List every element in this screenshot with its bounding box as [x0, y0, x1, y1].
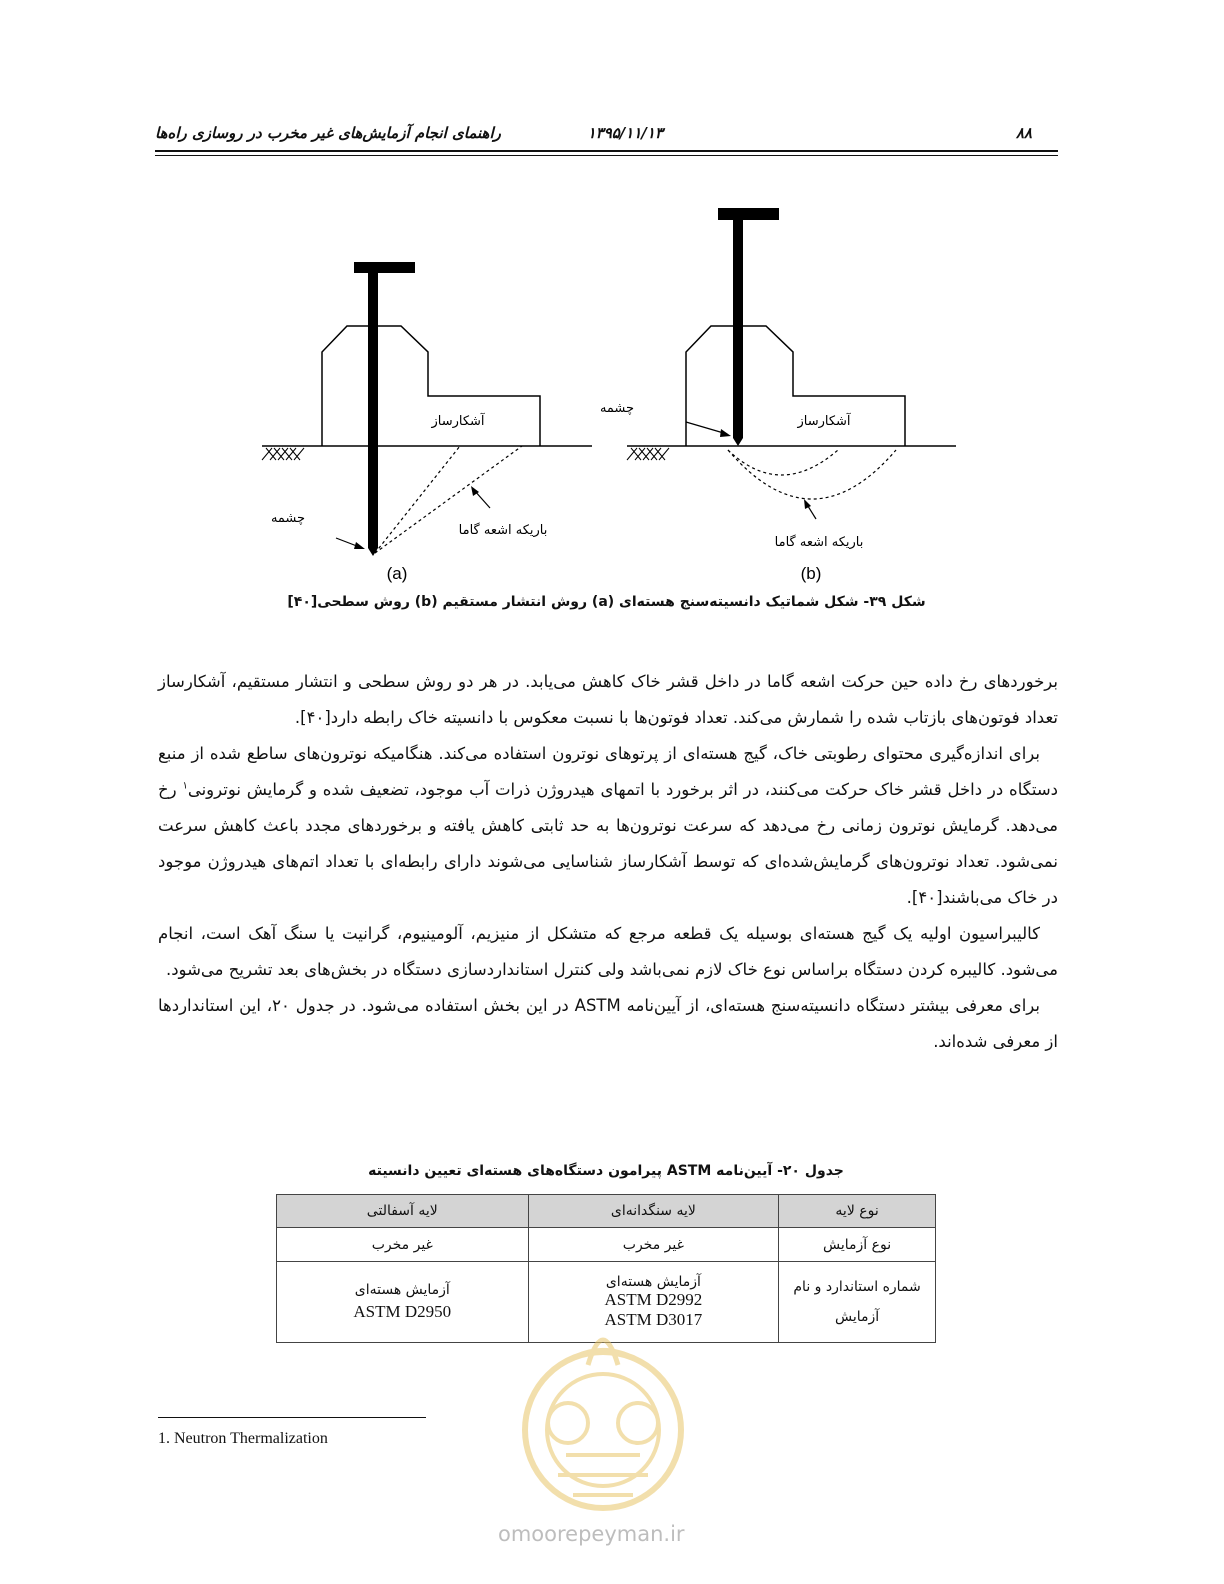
- table-cell: غیر مخرب: [528, 1228, 779, 1262]
- panel-b-rod-tip: [733, 438, 743, 446]
- asphalt-standard-code: ASTM D2950: [353, 1302, 452, 1321]
- aggregate-standard-code: ASTM D3017: [604, 1310, 703, 1329]
- paragraph-2-part-a: برای اندازه‌گیری محتوای رطوبتی خاک، گیج هسته‌ای از پرتوهای نوترون استفاده می‌کند. هنگامیکه نوترون‌های ساطع شده از منبع دستگاه در داخل قشر خاک حرکت می‌کنند، در اثر برخورد با اتمهای هیدروژن ذرات آب موجود، تضعیف شده و گرمایش نوترونی: [158, 744, 1058, 799]
- panel-b-gamma-path-inner: [728, 450, 838, 475]
- panel-a-ground-hatch: [262, 448, 304, 460]
- panel-b-source-rod: [733, 208, 743, 438]
- table-cell: نوع آزمایش: [779, 1228, 936, 1262]
- panel-b-diagram: [627, 208, 956, 519]
- paragraph-3: کالیبراسیون اولیه یک گیج هسته‌ای بوسیله یک قطعه مرجع که متشکل از منیزیم، آلومینیوم، گرانیت یا سنگ آهک است، انجام می‌شود. کالیبره کردن دستگاه براساس نوع خاک لازم نمی‌باشد ولی کنترل استانداردسازی دستگاه در بخش‌های بعد تشریح می‌شود.: [158, 924, 1058, 979]
- footnote-rule: [158, 1417, 426, 1418]
- header-title: راهنمای انجام آزمایش‌های غیر مخرب در روسازی راه‌ها: [155, 124, 501, 142]
- table-cell: [779, 1262, 936, 1343]
- standard-label: شماره استاندارد و نام آزمایش: [793, 1279, 921, 1325]
- panel-a-beam-label: باریکه اشعه گاما: [458, 523, 548, 538]
- panel-b-source-arrow-head: [720, 429, 731, 437]
- body-text: [158, 664, 1058, 1060]
- footnote: 1. Neutron Thermalization: [158, 1430, 328, 1447]
- asphalt-test-name: آزمایش هسته‌ای: [354, 1282, 450, 1298]
- footnote-marker: ۱: [182, 780, 188, 792]
- panel-a-source-label: چشمه: [270, 511, 306, 526]
- watermark-text: omoorepeyman.ir: [498, 1522, 685, 1546]
- nuclear-gauge-figure: [0, 0, 1224, 600]
- aggregate-standard-code: ASTM D2992: [604, 1290, 703, 1309]
- panel-a-detector-label: آشکارساز: [431, 414, 485, 429]
- panel-a-source-arrow-head: [354, 542, 365, 549]
- table-caption: جدول ۲۰- آیین‌نامه ASTM پیرامون دستگاه‌های هسته‌ای تعیین دانسیته: [368, 1163, 844, 1179]
- figure-caption: شکل ۳۹- شکل شماتیک دانسیته‌سنج هسته‌ای (a) روش انتشار مستقیم (b) روش سطحی[۴۰]: [287, 594, 926, 610]
- publisher-seal-icon: [488, 1305, 718, 1515]
- panel-b-ground-hatch: [627, 448, 669, 460]
- table-header-cell: لایه سنگدانه‌ای: [528, 1195, 779, 1228]
- table-header-cell: نوع لایه: [779, 1195, 936, 1228]
- panel-a-source-rod: [368, 262, 378, 548]
- panel-b-gauge-housing: [686, 326, 905, 446]
- aggregate-test-name: آزمایش هسته‌ای: [605, 1274, 701, 1290]
- panel-b-gamma-path-outer: [728, 450, 896, 499]
- page-number: ۸۸: [1015, 124, 1032, 142]
- paragraph-1: برخوردهای رخ داده حین حرکت اشعه گاما در داخل قشر خاک کاهش می‌یابد. در هر دو روش سطحی و انتشار مستقیم، آشکارساز تعداد فوتون‌های بازتاب شده را شمارش می‌کند. تعداد فوتون‌ها با نسبت معکوس با دانسیته خاک رابطه دارد[۴۰].: [158, 672, 1058, 727]
- table-header-cell: لایه آسفالتی: [277, 1195, 529, 1228]
- table-row: [277, 1228, 936, 1262]
- panel-b-beam-label: باریکه اشعه گاما: [774, 535, 864, 550]
- panel-b-beam-arrow-head: [804, 499, 811, 509]
- panel-b-detector-label: آشکارساز: [797, 414, 851, 429]
- header-date: ۱۳۹۵/۱۱/۱۳: [587, 124, 663, 142]
- table-cell: غیر مخرب: [277, 1228, 529, 1262]
- panel-a-label: (a): [386, 564, 408, 583]
- table-header-row: [277, 1195, 936, 1228]
- paragraph-4: برای معرفی بیشتر دستگاه دانسیته‌سنج هسته‌ای، از آیین‌نامه ASTM در این بخش استفاده می‌شود. در جدول ۲۰، این استانداردها از معرفی شده‌اند.: [158, 996, 1058, 1051]
- paragraph-2: [158, 736, 1058, 916]
- panel-b-label: (b): [800, 564, 822, 583]
- panel-b-source-label: چشمه: [599, 401, 635, 416]
- panel-a-gamma-path-1: [375, 446, 460, 553]
- panel-a-diagram: [262, 262, 592, 556]
- panel-b-handle-bar: [718, 208, 779, 220]
- paragraph-2-part-b: رخ می‌دهد. گرمایش نوترون زمانی رخ می‌دهد که سرعت نوترون‌ها به حد ثابتی کاهش یافته و برخوردهای مجدد باعث کاهش سرعت نمی‌شود. تعداد نوترون‌های گرمایش‌شده‌ای که توسط آشکارساز شناسایی می‌شوند دارای رابطه‌ای با تعداد اتم‌های هیدروژن موجود در خاک می‌باشند[۴۰].: [158, 780, 1058, 907]
- panel-a-handle-bar: [354, 262, 415, 273]
